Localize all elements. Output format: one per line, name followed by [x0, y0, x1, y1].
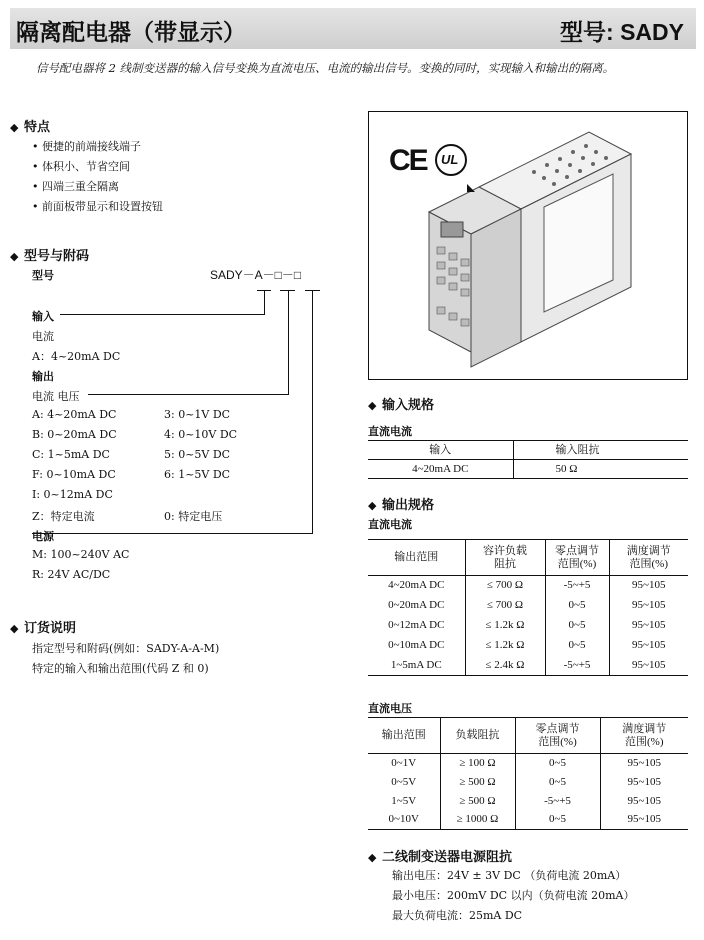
- table-cell: 0~5: [545, 636, 609, 656]
- power-spec-line: 输出电压：24V ± 3V DC （负荷电流 20mA）: [392, 869, 627, 882]
- table-cell: ≥ 1000 Ω: [440, 811, 515, 830]
- list-item: B: 0~20mA DC: [32, 428, 117, 441]
- table-cell: -5~+5: [545, 576, 609, 596]
- list-item: 4: 0~10V DC: [164, 428, 238, 441]
- list-item: 5: 0~5V DC: [164, 448, 231, 461]
- table-cell: 1~5V: [368, 792, 440, 811]
- table-header: 输入阻抗: [513, 441, 688, 460]
- diamond-icon: ◆: [10, 622, 19, 635]
- diamond-icon: ◆: [10, 121, 19, 134]
- model-code-title: 型号与附码: [24, 249, 90, 264]
- list-item: I: 0~12mA DC: [32, 488, 113, 501]
- table-cell: ≤ 1.2k Ω: [465, 616, 545, 636]
- input-spec-subtitle: 直流电流: [368, 425, 412, 438]
- table-row: [368, 656, 688, 676]
- intro-text: 信号配电器将 2 线制变送器的输入信号变换为直流电压、电流的输出信号。变换的同时，实现输入和输出的隔离。: [36, 61, 615, 75]
- table-cell: 95~105: [632, 639, 666, 651]
- list-item: • 前面板带显示和设置按钮: [32, 200, 163, 213]
- table-cell: 0~5: [545, 596, 609, 616]
- table-header: 输入: [368, 441, 513, 460]
- table-cell: 0~5: [515, 754, 600, 773]
- ul-mark: UL: [435, 144, 467, 176]
- device-illustration: [369, 112, 688, 380]
- table-header: 零点调节 范围(%): [545, 540, 609, 576]
- table-cell: ≥ 500 Ω: [440, 773, 515, 792]
- power-title: 电源: [32, 530, 54, 543]
- list-item: • 四端三重全隔离: [32, 180, 119, 193]
- table-cell: 95~105: [632, 658, 666, 671]
- table-row: [368, 754, 688, 773]
- table-cell: 1~5mA DC: [368, 656, 465, 676]
- model-code-heading: [10, 245, 89, 264]
- model-title: 型号: SADY: [560, 19, 684, 45]
- table-cell: ≤ 700 Ω: [465, 576, 545, 596]
- input-spec-table: [368, 440, 688, 479]
- table-cell: ≥ 500 Ω: [440, 792, 515, 811]
- table-cell: 0~5: [545, 616, 609, 636]
- table-cell: 95~105: [632, 599, 666, 611]
- list-item: Z：特定电流: [32, 510, 95, 523]
- diamond-icon: ◆: [368, 399, 377, 412]
- features-title: 特点: [24, 120, 51, 135]
- table-header: 负载阻抗: [440, 718, 515, 754]
- table-cell: 0~5V: [368, 773, 440, 792]
- table-cell: 4~20mA DC: [368, 576, 465, 596]
- power-spec-line: 最大负荷电流：25mA DC: [392, 909, 523, 922]
- diamond-icon: ◆: [10, 250, 19, 263]
- list-item: 3: 0~1V DC: [164, 408, 231, 421]
- input-title: 输入: [32, 310, 54, 323]
- list-item: C: 1~5mA DC: [32, 448, 110, 461]
- table-cell: 0~5: [515, 773, 600, 792]
- table-cell: 0~1V: [368, 754, 440, 773]
- input-option: A：4~20mA DC: [32, 350, 121, 363]
- ce-mark: CE: [389, 144, 427, 177]
- table-header: 输出范围: [368, 540, 465, 576]
- table-row: [368, 773, 688, 792]
- table-cell: 0~20mA DC: [368, 596, 465, 616]
- table-header: 零点调节 范围(%): [515, 718, 600, 754]
- input-spec-heading: [368, 394, 434, 413]
- model-code-string: SADY－A－□－□: [210, 268, 302, 282]
- ordering-title: 订货说明: [24, 621, 77, 636]
- table-cell: -5~+5: [515, 792, 600, 811]
- table-header: 满度调节 范围(%): [600, 718, 688, 754]
- list-item: 0: 特定电压: [164, 510, 223, 523]
- table-row: [368, 616, 688, 636]
- table-cell: ≤ 1.2k Ω: [465, 636, 545, 656]
- table-cell: ≤ 700 Ω: [465, 596, 545, 616]
- table-cell: 95~105: [632, 619, 666, 631]
- table-cell: 95~105: [632, 579, 666, 592]
- table-cell: 95~105: [627, 775, 661, 788]
- output-voltage-subtitle: 直流电压: [368, 702, 412, 715]
- ordering-line: 特定的输入和输出范围(代码 Z 和 0): [32, 662, 209, 675]
- output-spec-title: 输出规格: [382, 498, 435, 513]
- table-cell: ≤ 2.4k Ω: [465, 656, 545, 676]
- ordering-heading: [10, 617, 76, 636]
- input-spec-title: 输入规格: [382, 398, 435, 413]
- list-item: • 体积小、节省空间: [32, 160, 130, 173]
- input-sub: 电流: [32, 330, 54, 343]
- diamond-icon: ◆: [368, 499, 377, 512]
- features-heading: [10, 116, 50, 135]
- output-title: 输出: [32, 370, 54, 383]
- table-cell: 95~105: [627, 756, 661, 769]
- table-cell: 0~10mA DC: [368, 636, 465, 656]
- table-cell: 0~5: [515, 811, 600, 830]
- table-cell: -5~+5: [545, 656, 609, 676]
- list-item: 6: 1~5V DC: [164, 468, 231, 481]
- table-header: 容许负载 阻抗: [465, 540, 545, 576]
- product-photo: [368, 111, 688, 380]
- table-row: [368, 636, 688, 656]
- table-row: [368, 596, 688, 616]
- page-title: 隔离配电器（带显示）: [16, 20, 246, 46]
- list-item: A: 4~20mA DC: [32, 408, 117, 421]
- output-voltage-table: [368, 717, 688, 830]
- table-cell: 0~10V: [368, 811, 440, 830]
- table-row: [368, 792, 688, 811]
- list-item: M: 100~240V AC: [32, 548, 130, 561]
- ordering-line: 指定型号和附码(例如：SADY-A-A-M): [32, 642, 220, 655]
- diamond-icon: ◆: [368, 851, 377, 864]
- power-spec-title: 二线制变送器电源阻抗: [382, 850, 513, 865]
- table-cell: 95~105: [627, 794, 661, 807]
- list-item: F: 0~10mA DC: [32, 468, 116, 481]
- power-spec-line: 最小电压：200mV DC 以内（负荷电流 20mA）: [392, 889, 635, 902]
- table-cell: 95~105: [627, 813, 661, 826]
- table-row: [368, 576, 688, 596]
- table-header: 输出范围: [368, 718, 440, 754]
- output-sub: 电流 电压: [32, 390, 80, 403]
- list-item: • 便捷的前端接线端子: [32, 140, 141, 153]
- table-header: 满度调节 范围(%): [609, 540, 688, 576]
- list-item: R: 24V AC/DC: [32, 568, 111, 581]
- table-cell: 0~12mA DC: [368, 616, 465, 636]
- output-spec-heading: [368, 494, 434, 513]
- model-label: 型号: [32, 269, 54, 282]
- header-bar: [10, 8, 696, 49]
- table-cell: ≥ 100 Ω: [440, 754, 515, 773]
- output-current-table: [368, 539, 688, 676]
- table-row: 4~20mA DC 50 Ω: [368, 460, 688, 479]
- output-current-subtitle: 直流电流: [368, 518, 412, 531]
- power-spec-heading: [368, 846, 512, 865]
- table-row: [368, 811, 688, 830]
